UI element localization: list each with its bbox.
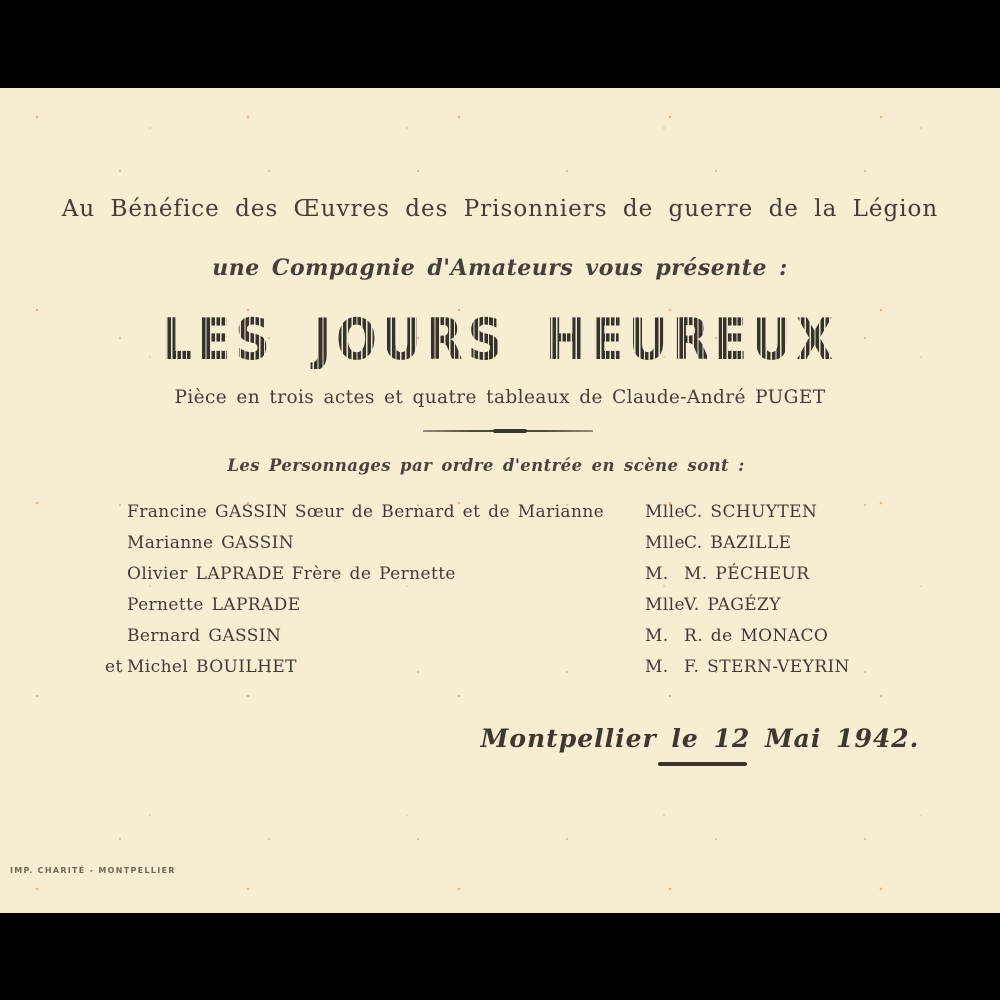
- intro-line: une Compagnie d'Amateurs vous présente :: [212, 255, 788, 281]
- character-name: Michel BOUILHET: [127, 657, 297, 677]
- cast-row: [0, 533, 1000, 564]
- actor-honorific: M.: [645, 626, 669, 646]
- cast-prefix: et: [105, 657, 123, 677]
- cast-row: [0, 564, 1000, 595]
- date-line: Montpellier le 12 Mai 1942.: [480, 724, 920, 753]
- actor-honorific: M.: [645, 564, 669, 584]
- printer-mark: IMP. CHARITÉ - MONTPELLIER: [10, 866, 176, 875]
- cast-row: [0, 502, 1000, 533]
- cast-row: [0, 595, 1000, 626]
- cast-row: [0, 626, 1000, 657]
- actor-cell: [645, 626, 828, 646]
- cast-row: [0, 657, 1000, 688]
- character-note: Sœur de Bernard et de Marianne: [294, 502, 605, 522]
- subtitle-line: Pièce en trois actes et quatre tableaux de Claude-André PUGET: [174, 387, 826, 408]
- actor-honorific: M.: [645, 657, 669, 677]
- cast-list: [0, 502, 1000, 688]
- actor-name: C. SCHUYTEN: [684, 502, 818, 522]
- actor-cell: [645, 533, 792, 553]
- actor-name: C. BAZILLE: [684, 533, 792, 553]
- character-name: Bernard GASSIN: [127, 626, 282, 646]
- date-underline: [658, 762, 747, 766]
- actor-honorific: Mlle: [645, 533, 685, 553]
- divider-rule: [423, 430, 593, 432]
- character-name: Olivier LAPRADE: [127, 564, 285, 584]
- actor-honorific: Mlle: [645, 595, 685, 615]
- actor-cell: [645, 595, 781, 615]
- actor-cell: [645, 564, 809, 584]
- character-name: Pernette LAPRADE: [127, 595, 301, 615]
- actor-honorific: Mlle: [645, 502, 685, 522]
- character-name: Marianne GASSIN: [127, 533, 295, 553]
- actor-name: R. de MONACO: [684, 626, 829, 646]
- play-title: LES JOURS HEUREUX: [80, 312, 920, 369]
- actor-name: F. STERN-VEYRIN: [684, 657, 850, 677]
- character-name: Francine GASSIN: [127, 502, 288, 522]
- character-note: Frère de Pernette: [291, 564, 456, 584]
- program-page: [0, 88, 1000, 913]
- actor-name: M. PÉCHEUR: [684, 564, 810, 584]
- actor-cell: [645, 657, 850, 677]
- actor-name: V. PAGÉZY: [684, 595, 781, 615]
- actor-cell: [645, 502, 817, 522]
- benefit-line: Au Bénéfice des Œuvres des Prisonniers de guerre de la Légion: [61, 196, 939, 222]
- cast-heading: Les Personnages par ordre d'entrée en scène sont :: [227, 456, 745, 475]
